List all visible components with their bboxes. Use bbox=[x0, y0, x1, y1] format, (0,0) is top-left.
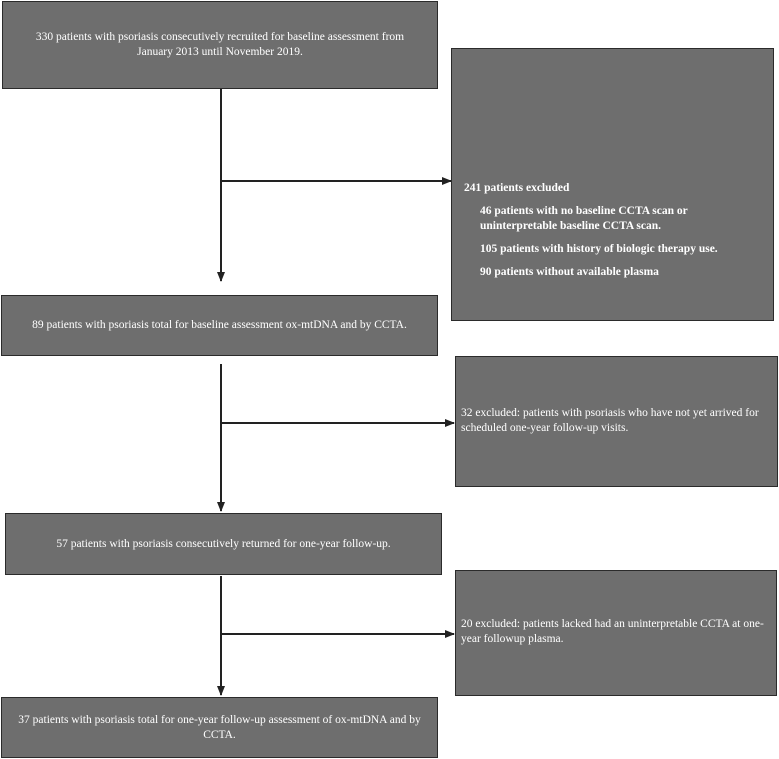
returned-box bbox=[5, 513, 442, 575]
exclusion-baseline-box bbox=[451, 48, 774, 321]
returned-text: 57 patients with psoriasis consecutively returned for one-year follow-up. bbox=[56, 537, 391, 550]
exclusion-ccta-box bbox=[455, 570, 777, 696]
recruit-text: 330 patients with psoriasis consecutively recruited for baseline assessment from January 2013 until November 2019. bbox=[35, 31, 405, 58]
exclusion-followup-text: 32 excluded: patients with psoriasis who have not yet arrived for scheduled one-year follow-up visits. bbox=[461, 406, 759, 434]
exclusion-ccta-text: 20 excluded: patients lacked had an uninterpretable CCTA at one-year followup plasma. bbox=[461, 618, 764, 645]
followup-total-text: 37 patients with psoriasis total for one-year follow-up assessment of ox-mtDNA and by CCTA. bbox=[18, 713, 421, 741]
followup-total-box bbox=[1, 697, 438, 758]
baseline-total-box bbox=[1, 295, 438, 356]
exclusion-followup-box bbox=[455, 356, 778, 487]
exclusion-item: 46 patients with no baseline CCTA scan or uninterpretable baseline CCTA scan. bbox=[480, 205, 688, 232]
exclusion-baseline-title: 241 patients excluded bbox=[464, 182, 570, 194]
recruit-box bbox=[2, 1, 438, 89]
exclusion-item: 105 patients with history of biologic therapy use. bbox=[480, 243, 718, 255]
exclusion-item: 90 patients without available plasma bbox=[480, 266, 659, 278]
baseline-total-text: 89 patients with psoriasis total for baseline assessment ox-mtDNA and by CCTA. bbox=[32, 319, 407, 331]
